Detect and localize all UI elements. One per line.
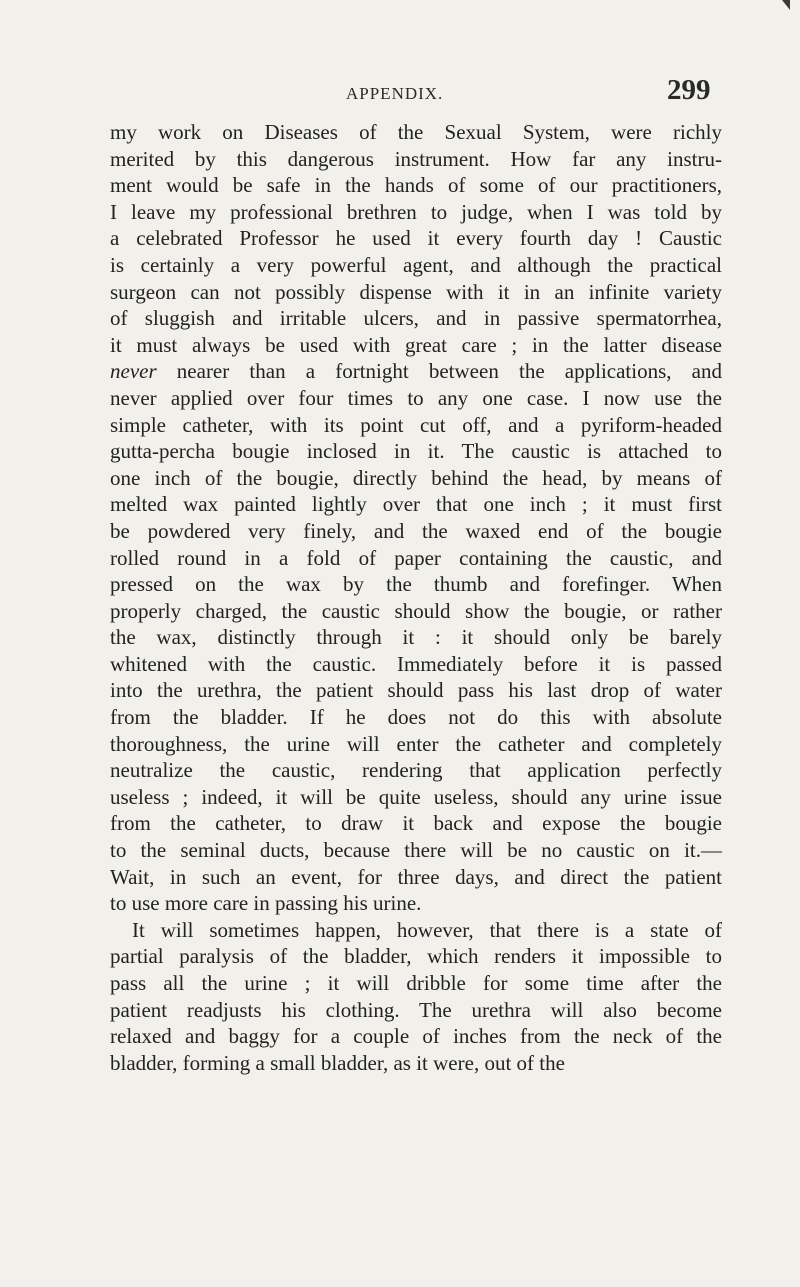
text-line: melted wax painted lightly over that one inch ; it must first — [110, 492, 722, 517]
text-line: gutta-percha bougie inclosed in it. The caustic is attached to — [110, 439, 722, 464]
text-line: into the urethra, the patient should pass his last drop of water — [110, 678, 722, 703]
text-line: to the seminal ducts, because there will be no caustic on it.— — [110, 838, 722, 863]
text-line: bladder, forming a small bladder, as it were, out of the — [110, 1050, 565, 1075]
text-line: the wax, distinctly through it : it should only be barely — [110, 625, 722, 650]
text-line: properly charged, the caustic should show the bougie, or rather — [110, 598, 722, 623]
text-line: surgeon can not possibly dispense with it in an infinite variety — [110, 279, 722, 304]
text-line: a celebrated Professor he used it every fourth day ! Caustic — [110, 226, 722, 251]
text-line: rolled round in a fold of paper containing the caustic, and — [110, 545, 722, 570]
text-line: partial paralysis of the bladder, which renders it impossible to — [110, 944, 722, 969]
text-line: whitened with the caustic. Immediately before it is passed — [110, 651, 722, 676]
text-line: it must always be used with great care ; in the latter disease — [110, 332, 722, 357]
text-line: thoroughness, the urine will enter the catheter and completely — [110, 731, 722, 756]
text-line: to use more care in passing his urine. — [110, 891, 422, 916]
text-line: neutralize the caustic, rendering that application perfectly — [110, 758, 722, 783]
text-line: patient readjusts his clothing. The urethra will also become — [110, 997, 722, 1022]
text-line: ment would be safe in the hands of some of our practitioners, — [110, 173, 722, 198]
text-line: I leave my professional brethren to judge, when I was told by — [110, 199, 722, 224]
text-line: pass all the urine ; it will dribble for some time after the — [110, 971, 722, 995]
text-line: never nearer than a fortnight between the applications, and — [110, 359, 722, 384]
text-line: useless ; indeed, it will be quite useless, should any urine issue — [110, 784, 722, 809]
page-number: 299 — [667, 74, 711, 106]
text-line: from the bladder. If he does not do this with absolute — [110, 705, 722, 730]
text-line: one inch of the bougie, directly behind the head, by means of — [110, 465, 722, 490]
text-line: be powdered very finely, and the waxed end of the bougie — [110, 518, 722, 543]
text-line: from the catheter, to draw it back and expose the bougie — [110, 811, 722, 836]
body-text — [110, 119, 722, 1076]
paragraph — [110, 119, 722, 917]
text-line: of sluggish and irritable ulcers, and in passive spermatorrhea, — [110, 306, 722, 331]
text-line: simple catheter, with its point cut off, and a pyriform-headed — [110, 412, 722, 437]
text-line: my work on Diseases of the Sexual System, were richly — [110, 120, 722, 144]
running-title: APPENDIX. — [346, 84, 444, 103]
text-line: merited by this dangerous instrument. How far any instru- — [110, 146, 722, 171]
text-line: pressed on the wax by the thumb and forefinger. When — [110, 572, 722, 597]
text-line: It will sometimes happen, however, that there is a state of — [132, 917, 722, 942]
emphasis-never: never — [110, 359, 157, 384]
text-line: is certainly a very powerful agent, and although the practical — [110, 252, 722, 277]
text-line: never applied over four times to any one case. I now use the — [110, 385, 722, 410]
page-corner-mark — [782, 0, 790, 10]
text-line: relaxed and baggy for a couple of inches from the neck of the — [110, 1024, 722, 1049]
text-line: Wait, in such an event, for three days, and direct the patient — [110, 864, 722, 889]
paragraph — [110, 917, 722, 1077]
